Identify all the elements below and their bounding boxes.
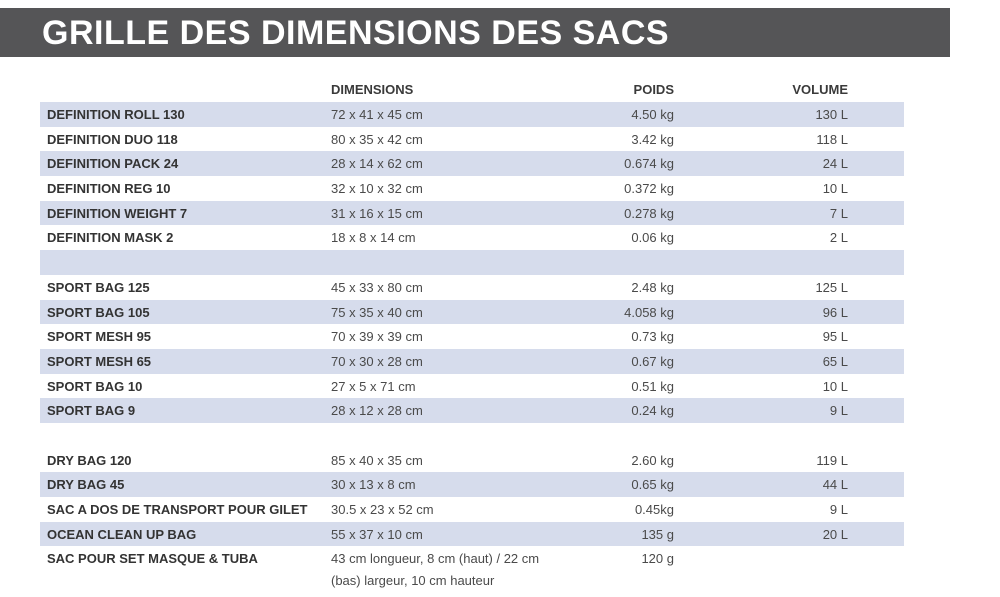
bag-volume: 10 L	[822, 181, 848, 197]
bag-volume: 125 L	[815, 279, 848, 295]
table-row	[40, 275, 904, 300]
table-row	[40, 176, 904, 201]
bag-dimensions: 55 x 37 x 10 cm	[331, 526, 423, 542]
bag-name: SPORT MESH 65	[47, 353, 152, 369]
bag-weight: 2.48 kg	[631, 279, 674, 295]
bag-dimensions: 80 x 35 x 42 cm	[331, 131, 423, 147]
bag-name: DEFINITION REG 10	[47, 181, 171, 197]
bag-dimensions: 31 x 16 x 15 cm	[331, 205, 423, 221]
bag-weight: 135 g	[641, 526, 674, 542]
bag-name: SAC A DOS DE TRANSPORT POUR GILET	[47, 502, 308, 517]
table-row	[40, 201, 904, 226]
bag-name: DRY BAG 120	[47, 452, 132, 468]
group-spacer	[40, 423, 904, 448]
bag-dimensions: 75 x 35 x 40 cm	[331, 304, 423, 320]
table-header	[40, 80, 904, 102]
table-row	[40, 225, 904, 250]
bag-name: OCEAN CLEAN UP BAG	[47, 526, 197, 542]
bag-dimensions: 72 x 41 x 45 cm	[331, 107, 423, 122]
bag-dimensions: 70 x 30 x 28 cm	[331, 353, 423, 369]
bag-name: DEFINITION MASK 2	[47, 230, 174, 246]
table-row	[40, 151, 904, 176]
table-row	[40, 522, 904, 547]
bag-dimensions: 85 x 40 x 35 cm	[331, 452, 423, 468]
table-row	[40, 472, 904, 497]
bag-weight: 0.67 kg	[631, 353, 674, 369]
size-table	[40, 80, 904, 592]
bag-dimensions: 18 x 8 x 14 cm	[331, 230, 416, 246]
bag-volume: 44 L	[822, 477, 848, 493]
table-row	[40, 374, 904, 399]
bag-name: DEFINITION WEIGHT 7	[47, 205, 188, 221]
table-row	[40, 324, 904, 349]
bag-weight: 0.73 kg	[631, 329, 674, 345]
bag-volume: 9 L	[829, 403, 848, 419]
table-row	[40, 448, 904, 473]
bag-weight: 0.65 kg	[631, 477, 674, 493]
table-row	[40, 546, 904, 592]
bag-volume: 65 L	[822, 353, 848, 369]
bag-weight: 0.372 kg	[624, 181, 674, 197]
bag-dimensions: 43 cm longueur, 8 cm (haut) / 22 cm	[331, 551, 540, 567]
title-banner	[0, 8, 950, 57]
bag-volume: 2 L	[829, 230, 848, 246]
bag-volume: 95 L	[822, 329, 848, 345]
bag-name: SPORT BAG 105	[47, 304, 150, 320]
bag-weight: 2.60 kg	[631, 452, 674, 468]
header-dimensions: DIMENSIONS	[331, 82, 414, 97]
bag-weight: 3.42 kg	[631, 131, 674, 147]
table-row	[40, 102, 904, 127]
bag-dimensions: 27 x 5 x 71 cm	[331, 378, 416, 394]
bag-name: SPORT BAG 125	[47, 279, 150, 295]
bag-weight: 4.058 kg	[624, 304, 674, 320]
table-row	[40, 300, 904, 325]
bag-dimensions-line2: (bas) largeur, 10 cm hauteur	[331, 573, 495, 589]
table-row	[40, 497, 904, 522]
bag-dimensions: 28 x 12 x 28 cm	[331, 403, 423, 419]
bag-volume: 118 L	[816, 131, 848, 147]
bag-dimensions: 28 x 14 x 62 cm	[331, 156, 423, 172]
bag-volume: 24 L	[822, 156, 848, 172]
bag-name: SPORT BAG 9	[47, 403, 136, 419]
bag-weight: 0.674 kg	[624, 156, 674, 172]
table-row	[40, 349, 904, 374]
bag-volume: 96 L	[822, 304, 848, 320]
bag-weight: 0.24 kg	[631, 403, 674, 419]
bag-name: DEFINITION ROLL 130	[47, 107, 185, 122]
bag-weight: 0.278 kg	[624, 205, 674, 221]
bag-dimensions: 30 x 13 x 8 cm	[331, 477, 416, 493]
bag-name: DRY BAG 45	[47, 477, 125, 493]
bag-name: DEFINITION PACK 24	[47, 156, 179, 172]
bag-name: SPORT MESH 95	[47, 329, 152, 345]
bag-dimensions: 30.5 x 23 x 52 cm	[331, 502, 434, 517]
bag-weight: 0.06 kg	[631, 230, 674, 246]
header-poids: POIDS	[633, 82, 674, 97]
bag-volume: 119 L	[816, 452, 848, 468]
bag-weight: 120 g	[641, 551, 674, 567]
bag-dimensions: 32 x 10 x 32 cm	[331, 181, 423, 197]
bag-dimensions: 70 x 39 x 39 cm	[331, 329, 423, 345]
bag-weight: 4.50 kg	[631, 107, 674, 122]
bag-name: SPORT BAG 10	[47, 378, 143, 394]
table-row	[40, 398, 904, 423]
bag-volume: 9 L	[829, 502, 848, 517]
bag-weight: 0.51 kg	[631, 378, 674, 394]
bag-volume: 20 L	[822, 526, 848, 542]
bag-dimensions: 45 x 33 x 80 cm	[331, 279, 423, 295]
table-row-empty	[40, 250, 904, 275]
header-volume: VOLUME	[792, 82, 848, 97]
page-title: GRILLE DES DIMENSIONS DES SACS	[42, 14, 670, 52]
bag-name: DEFINITION DUO 118	[47, 131, 178, 147]
bag-name: SAC POUR SET MASQUE & TUBA	[47, 551, 258, 567]
bag-weight: 0.45kg	[634, 502, 674, 517]
bag-volume: 10 L	[822, 378, 848, 394]
table-row	[40, 127, 904, 152]
bag-volume: 7 L	[829, 205, 848, 221]
bag-volume: 130 L	[815, 107, 848, 122]
